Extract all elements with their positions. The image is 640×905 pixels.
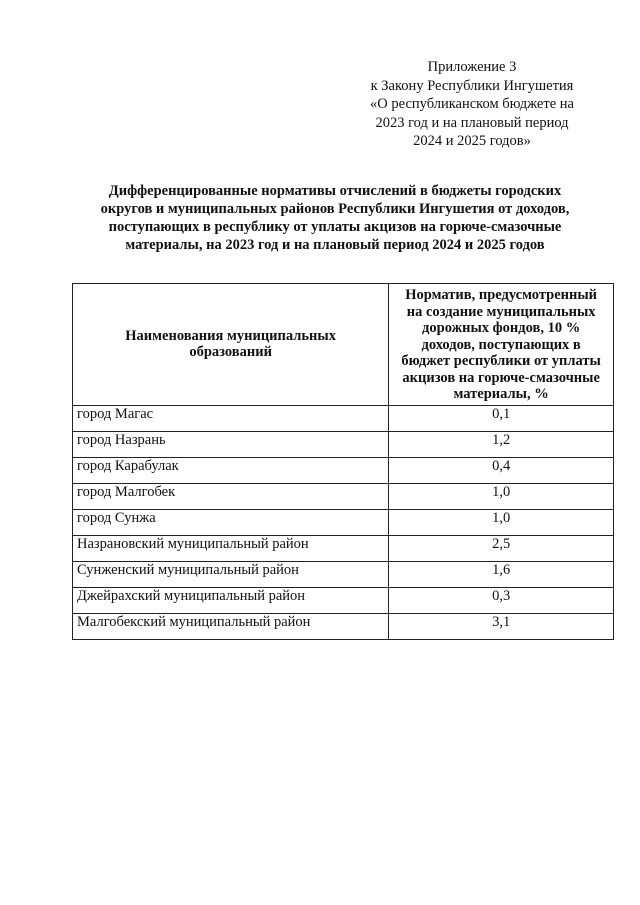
table-row [73, 431, 614, 457]
table-row [73, 509, 614, 535]
header-text-line: акцизов на горюче-смазочные [402, 369, 600, 386]
appendix-line: 2023 год и на плановый период [375, 114, 569, 131]
municipality-name: Джейрахский муниципальный район [73, 587, 389, 613]
appendix-line: Приложение 3 [427, 59, 517, 75]
municipality-name: Назрановский муниципальный район [73, 535, 389, 561]
norm-value: 3,1 [389, 613, 614, 639]
norm-value: 1,6 [389, 561, 614, 587]
title-line: округов и муниципальных районов Республики Ингушетия от доходов, [100, 201, 570, 217]
header-text-line: образований [189, 344, 272, 361]
municipality-name: город Карабулак [73, 457, 389, 483]
municipality-name: Малгобекский муниципальный район [73, 613, 389, 639]
norm-value: 1,0 [389, 509, 614, 535]
municipality-name: Сунженский муниципальный район [73, 561, 389, 587]
header-text-line: материалы, % [453, 386, 549, 402]
title-line: поступающих в республику от уплаты акцизов на горюче-смазочные [108, 219, 562, 235]
norm-value: 1,0 [389, 483, 614, 509]
table-row [73, 613, 614, 639]
norm-value: 1,2 [389, 431, 614, 457]
table-row [73, 483, 614, 509]
appendix-line: к Закону Республики Ингушетия [370, 77, 574, 94]
appendix-line: 2024 и 2025 годов» [413, 133, 531, 149]
norm-value: 0,1 [389, 405, 614, 431]
municipality-name: город Малгобек [73, 483, 389, 509]
table-row [73, 405, 614, 431]
document-title [70, 182, 600, 254]
table-row [73, 561, 614, 587]
header-norm [389, 284, 614, 406]
appendix-note [352, 58, 592, 151]
title-line: Дифференцированные нормативы отчислений в бюджеты городских [108, 183, 562, 199]
table-row [73, 457, 614, 483]
header-text-line: бюджет республики от уплаты [401, 353, 601, 369]
municipality-name: город Сунжа [73, 509, 389, 535]
title-line: материалы, на 2023 год и на плановый период 2024 и 2025 годов [125, 237, 545, 253]
norm-value: 0,4 [389, 457, 614, 483]
table-row [73, 587, 614, 613]
norms-table [72, 283, 614, 640]
header-text-line: Норматив, предусмотренный [405, 287, 598, 303]
header-text-line: Наименования муниципальных [125, 327, 336, 344]
table-row [73, 535, 614, 561]
header-text-line: на создание муниципальных [406, 303, 596, 320]
table-header-row [73, 284, 614, 406]
municipality-name: город Магас [73, 405, 389, 431]
header-text-line: дорожных фондов, 10 % [422, 320, 581, 336]
norm-value: 0,3 [389, 587, 614, 613]
header-municipality-name [73, 284, 389, 406]
norm-value: 2,5 [389, 535, 614, 561]
appendix-line: «О республиканском бюджете на [370, 96, 574, 112]
header-text-line: доходов, поступающих в [421, 336, 581, 353]
municipality-name: город Назрань [73, 431, 389, 457]
